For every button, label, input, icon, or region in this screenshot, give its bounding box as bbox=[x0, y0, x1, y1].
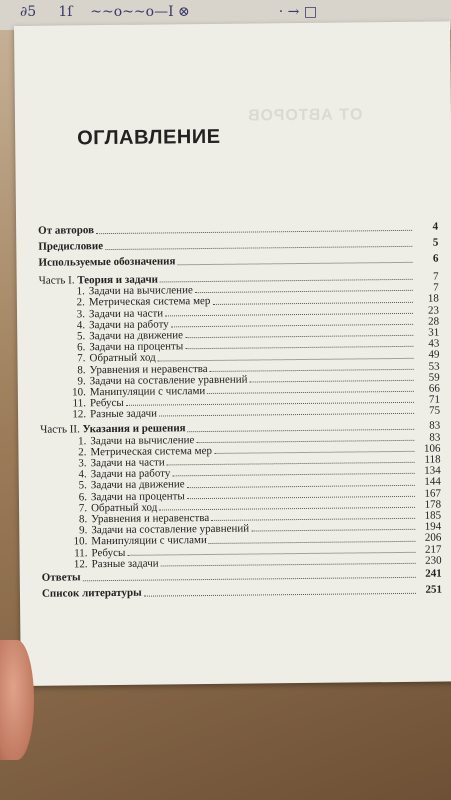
toc-entry-label: Задачи на части bbox=[88, 307, 164, 320]
toc-page-number: 28 bbox=[428, 315, 440, 328]
toc-entry-label: Метрическая система мер bbox=[90, 444, 213, 459]
dot-leader bbox=[96, 223, 412, 234]
toc-entry-label: Уравнения и неравенства bbox=[89, 362, 208, 376]
dot-leader bbox=[159, 406, 414, 417]
dot-leader bbox=[196, 433, 414, 443]
dot-leader bbox=[177, 255, 412, 265]
dot-leader bbox=[187, 477, 415, 487]
dot-leader bbox=[158, 350, 414, 361]
toc-entry-label: Задачи на проценты bbox=[89, 340, 184, 354]
toc-entry-number: 7. bbox=[78, 502, 88, 515]
dot-leader bbox=[83, 570, 416, 581]
toc-page-number: 106 bbox=[423, 442, 441, 455]
toc-entry-number: 9. bbox=[78, 524, 88, 537]
part-title: Указания и решения bbox=[82, 422, 186, 436]
toc-page-number: 217 bbox=[424, 543, 442, 556]
toc-entry-label: Манипуляции с числами bbox=[91, 534, 207, 548]
toc-page-number: 178 bbox=[424, 498, 442, 511]
toc-page-number: 18 bbox=[427, 292, 439, 306]
part-prefix: Часть II. bbox=[40, 423, 83, 437]
dot-leader bbox=[171, 317, 413, 328]
toc-page-number: 144 bbox=[424, 475, 441, 489]
toc-entry-label: Обратный ход bbox=[90, 501, 158, 514]
toc-entry-number: 2. bbox=[76, 296, 85, 309]
toc-entry-label: Ответы bbox=[41, 571, 81, 584]
toc-page-number: 4 bbox=[432, 220, 439, 233]
dot-leader bbox=[251, 522, 415, 532]
part-prefix: Часть I. bbox=[38, 274, 78, 287]
toc-page-number: 7 bbox=[433, 270, 439, 283]
dot-leader bbox=[209, 533, 416, 543]
toc-entry-label: Метрическая система мер bbox=[88, 295, 211, 309]
toc-page-number: 71 bbox=[428, 393, 440, 406]
dot-leader bbox=[188, 421, 415, 431]
toc-page-number: 49 bbox=[428, 348, 440, 361]
dot-leader bbox=[161, 556, 416, 567]
page-title: ОГЛАВЛЕНИЕ bbox=[77, 125, 221, 150]
toc-entry-number: 3. bbox=[78, 457, 87, 470]
toc-entry-label: Задачи на составление уравнений bbox=[89, 373, 248, 387]
toc-entry-number: 12. bbox=[73, 557, 88, 571]
toc-page-number: 167 bbox=[424, 487, 441, 500]
toc-entry-label: Задачи на движение bbox=[89, 329, 184, 343]
toc-entry-number: 11. bbox=[72, 397, 87, 410]
toc-entry-number: 8. bbox=[77, 363, 86, 376]
toc-entry-number: 12. bbox=[72, 408, 87, 421]
dot-leader bbox=[172, 466, 414, 477]
toc-entry-label: Список литературы bbox=[41, 586, 142, 600]
toc-page-number: 251 bbox=[425, 583, 442, 596]
toc-entry-number: 2. bbox=[78, 446, 87, 459]
dot-leader bbox=[187, 489, 415, 499]
dot-leader bbox=[126, 395, 414, 406]
toc-entry-label: Задачи на работу bbox=[89, 318, 169, 331]
toc-entry-label: Используемые обозначения bbox=[38, 255, 176, 269]
toc-page-number: 206 bbox=[424, 531, 442, 545]
toc-page-number: 194 bbox=[424, 520, 442, 533]
part-title: Теория и задачи bbox=[77, 273, 159, 287]
toc-entry-number: 10. bbox=[73, 535, 88, 548]
toc-page-number: 230 bbox=[425, 554, 442, 567]
toc-page-number: 83 bbox=[429, 431, 441, 444]
dot-leader bbox=[167, 455, 415, 466]
dot-leader bbox=[144, 586, 416, 597]
dot-leader bbox=[211, 511, 415, 521]
dot-leader bbox=[127, 545, 415, 556]
toc-entry-number: 1. bbox=[76, 285, 85, 298]
dot-leader bbox=[210, 362, 414, 372]
toc-entry-number: 6. bbox=[78, 490, 87, 503]
toc-entry-number: 5. bbox=[76, 330, 86, 343]
toc-page-number: 75 bbox=[428, 404, 441, 417]
toc-page-number: 6 bbox=[432, 252, 439, 265]
book-page bbox=[14, 21, 451, 686]
toc-entry-label: Задачи на проценты bbox=[90, 489, 185, 503]
toc-entry-number: 4. bbox=[76, 319, 86, 332]
toc-page-number: 118 bbox=[424, 453, 441, 466]
toc-page-number: 241 bbox=[425, 567, 442, 580]
handwriting-scribble: ∂5 1ſ ~~o~~o—I ⊗ · → □ bbox=[20, 4, 318, 20]
dot-leader bbox=[214, 444, 415, 454]
toc-page-number: 7 bbox=[433, 281, 439, 294]
toc-entry-label: Разные задачи bbox=[91, 557, 159, 570]
toc-entry-number: 3. bbox=[76, 307, 86, 320]
dot-leader bbox=[212, 294, 413, 304]
toc-entry-label: Обратный ход bbox=[89, 351, 156, 365]
toc-page-number: 83 bbox=[429, 419, 441, 433]
toc-entry-label: От авторов bbox=[38, 224, 95, 237]
bleed-through-text: ОТ АВТОРОВ bbox=[246, 106, 363, 125]
toc-page-number: 5 bbox=[432, 236, 439, 249]
toc-page-number: 134 bbox=[424, 464, 441, 477]
dot-leader bbox=[160, 272, 413, 283]
toc-entry-label: Уравнения и неравенства bbox=[91, 511, 210, 526]
toc-entry-label: Ребусы bbox=[91, 546, 126, 559]
dot-leader bbox=[195, 283, 413, 293]
dot-leader bbox=[207, 384, 414, 394]
table-of-contents bbox=[38, 220, 442, 603]
toc-entry-number: 6. bbox=[77, 341, 86, 354]
toc-entry-number: 11. bbox=[74, 546, 88, 559]
dot-leader bbox=[249, 373, 413, 383]
toc-page-number: 66 bbox=[428, 382, 440, 395]
dot-leader bbox=[185, 328, 413, 338]
toc-entry-label: Манипуляции с числами bbox=[89, 384, 206, 399]
toc-entry-number: 7. bbox=[77, 352, 86, 365]
finger bbox=[0, 640, 34, 760]
toc-page-number: 23 bbox=[427, 304, 440, 317]
toc-page-number: 59 bbox=[428, 371, 440, 384]
toc-entry-number: 5. bbox=[78, 479, 87, 492]
toc-entry-label: Задачи на движение bbox=[90, 478, 185, 492]
toc-entry-number: 1. bbox=[78, 434, 87, 447]
toc-entry-number: 4. bbox=[78, 468, 87, 481]
dot-leader bbox=[185, 339, 413, 349]
toc-entry-label: Задачи на работу bbox=[90, 467, 171, 481]
dot-leader bbox=[165, 306, 413, 317]
toc-entry-number: 8. bbox=[78, 513, 88, 526]
toc-entry-number: 10. bbox=[72, 386, 86, 399]
toc-entry-label: Предисловие bbox=[38, 240, 104, 253]
toc-entry-label: Задачи на части bbox=[90, 456, 165, 470]
toc-entry-label: Задачи на составление уравнений bbox=[91, 522, 250, 537]
dot-leader bbox=[159, 500, 415, 511]
dot-leader bbox=[105, 239, 412, 250]
toc-page-number: 31 bbox=[428, 326, 440, 339]
toc-entry-label: Задачи на вычисление bbox=[88, 284, 193, 298]
toc-entry-label: Задачи на вычисление bbox=[90, 433, 195, 447]
toc-page-number: 53 bbox=[428, 360, 440, 373]
toc-entry-label: Разные задачи bbox=[90, 407, 158, 421]
toc-entry-number: 9. bbox=[77, 374, 86, 388]
toc-entry-label: Ребусы bbox=[89, 396, 124, 410]
toc-page-number: 185 bbox=[424, 509, 442, 522]
toc-page-number: 43 bbox=[428, 337, 440, 350]
